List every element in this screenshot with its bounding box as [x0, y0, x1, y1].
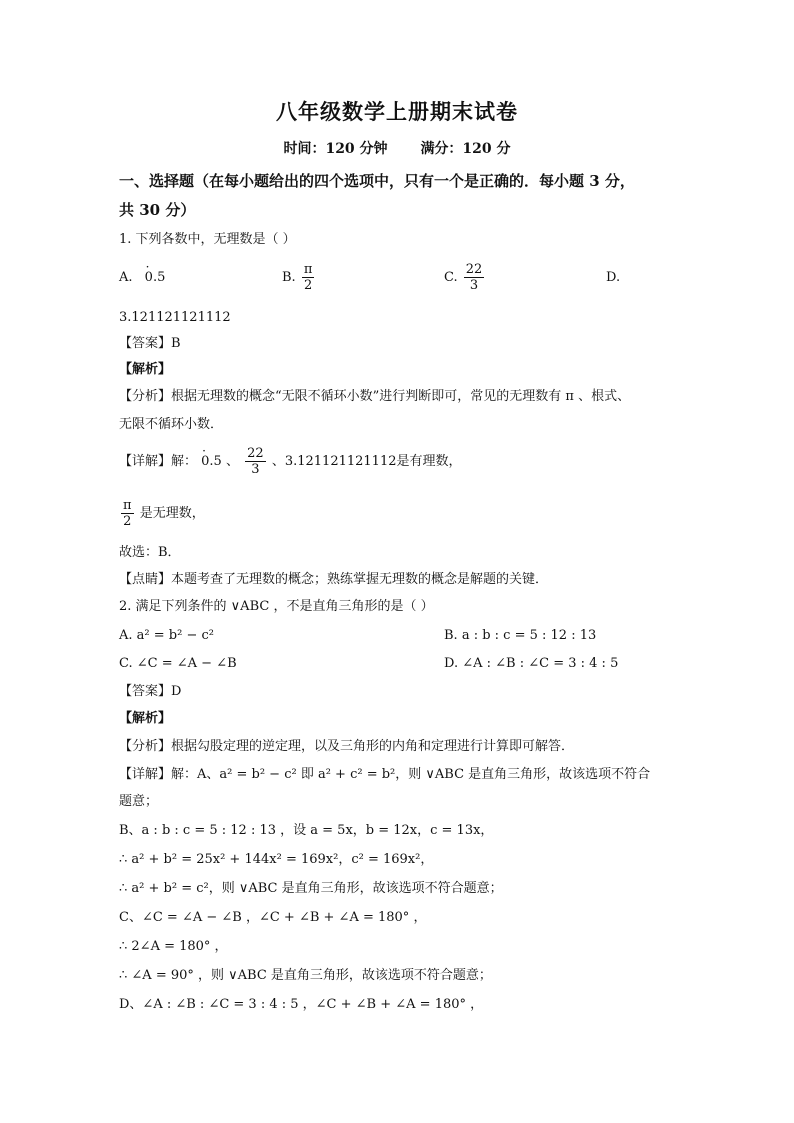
q2-option-d: D. ∠A : ∠B : ∠C = 3 : 4 : 5 — [444, 656, 619, 671]
q2-line-b2: ∴ a² + b² = 25x² + 144x² = 169x²，c² = 169x²， — [119, 852, 434, 867]
q1-option-b — [282, 262, 316, 293]
fraction-numerator: π — [303, 262, 313, 277]
section-heading-line2: 共 30 分） — [119, 201, 196, 219]
q1-option-a-value: 0.5 · — [145, 270, 166, 285]
q1-detail-suffix: 、3.121121121112是有理数， — [271, 454, 462, 469]
fraction-numerator: 22 — [465, 262, 483, 277]
q1-choose: 故选：B． — [119, 545, 181, 560]
fraction-numerator: 22 — [247, 446, 264, 461]
q1-answer: 【答案】B — [119, 336, 181, 351]
q1-option-a — [119, 270, 165, 285]
q1-option-c — [444, 262, 486, 293]
fraction-denominator: 3 — [251, 462, 260, 477]
fraction-numerator: π — [123, 498, 132, 513]
q1-pi-line — [119, 498, 205, 529]
q2-answer: 【答案】D — [119, 684, 182, 699]
q2-option-a: A. a² = b² − c² — [119, 628, 214, 643]
q2-line-b1: B、a : b : c = 5 : 12 : 13 ，设 a = 5x，b = 12x，c = 13x， — [119, 823, 494, 838]
q1-option-c-label: C. — [444, 270, 458, 285]
q2-option-c: C. ∠C = ∠A − ∠B — [119, 656, 237, 671]
q1-detail-fraction — [245, 446, 266, 477]
q2-fenxi: 【分析】根据勾股定理的逆定理，以及三角形的内角和定理进行计算即可解答． — [119, 739, 575, 754]
q1-analysis-heading: 【解析】 — [119, 362, 172, 377]
fraction-denominator: 2 — [303, 278, 313, 293]
fraction-denominator: 3 — [469, 278, 479, 293]
exam-time: 时间：120 分钟 — [283, 141, 388, 157]
q2-stem: 2. 满足下列条件的 ∨ABC ，不是直角三角形的是（ ） — [119, 599, 434, 614]
q2-line-d1: D、∠A : ∠B : ∠C = 3 : 4 : 5 ，∠C + ∠B + ∠A = 180° ， — [119, 997, 484, 1012]
fraction-denominator: 2 — [123, 514, 132, 529]
q2-line-c1: C、∠C = ∠A − ∠B ，∠C + ∠B + ∠A = 180° ， — [119, 910, 427, 925]
q2-analysis-heading: 【解析】 — [119, 711, 172, 726]
q1-pi-fraction — [121, 498, 134, 529]
q1-option-c-fraction — [464, 262, 485, 293]
q1-option-a-label: A. — [119, 270, 133, 285]
q1-detail — [119, 446, 461, 477]
q1-option-d-label: D. — [606, 270, 621, 285]
section-heading-line1: 一、选择题（在每小题给出的四个选项中，只有一个是正确的．每小题 3 分， — [119, 172, 635, 190]
q1-detail-sep: 、 — [225, 454, 239, 469]
q1-option-d-value: 3.121121121112 — [119, 310, 231, 325]
q1-pi-text: 是无理数， — [139, 506, 205, 521]
q2-line-c3: ∴ ∠A = 90° ，则 ∨ABC 是直角三角形，故该选项不符合题意； — [119, 968, 492, 983]
q1-dianjing: 【点睛】本题考查了无理数的概念；熟练掌握无理数的概念是解题的关键． — [119, 572, 549, 587]
q2-line-b3: ∴ a² + b² = c²，则 ∨ABC 是直角三角形，故该选项不符合题意； — [119, 881, 503, 896]
exam-meta — [0, 138, 794, 158]
q2-option-b: B. a : b : c = 5 : 12 : 13 — [444, 628, 597, 643]
q1-option-b-fraction — [302, 262, 315, 293]
q2-detail-line2: 题意； — [119, 794, 159, 809]
q1-fenxi-line2: 无限不循环小数． — [119, 417, 224, 432]
q1-fenxi-line1: 【分析】根据无理数的概念“无限不循环小数”进行判断即可，常见的无理数有 π 、根式、 — [119, 389, 631, 404]
q2-detail-line1: 【详解】解：A、a² = b² − c² 即 a² + c² = b²，则 ∨ABC 是直角三角形，故该选项不符合 — [119, 767, 651, 782]
q1-detail-prefix: 【详解】解： — [119, 454, 198, 469]
q1-detail-value1: 0.5 · — [201, 454, 222, 469]
exam-score: 满分：120 分 — [420, 141, 511, 157]
q1-option-b-label: B. — [282, 270, 296, 285]
page-title: 八年级数学上册期末试卷 — [276, 99, 518, 124]
q1-stem: 1. 下列各数中，无理数是（ ） — [119, 232, 296, 247]
q2-line-c2: ∴ 2∠A = 180° ， — [119, 939, 228, 954]
